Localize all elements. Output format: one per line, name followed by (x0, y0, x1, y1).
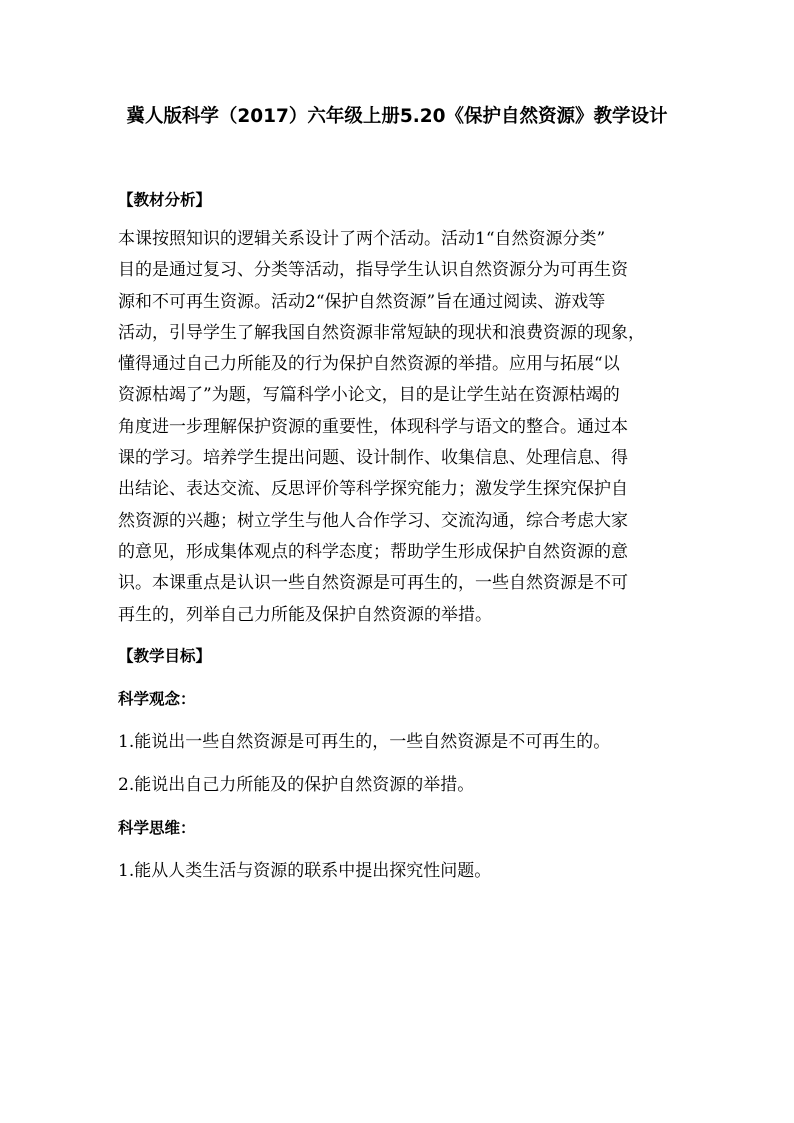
paragraph-line: 再生的，列举自己力所能及保护自然资源的举措。 (118, 604, 492, 625)
paragraph-line: 课的学习。培养学生提出问题、设计制作、收集信息、处理信息、得 (118, 448, 628, 469)
paragraph-line: 目的是通过复习、分类等活动，指导学生认识自然资源分为可再生资 (118, 260, 628, 281)
analysis-paragraph (118, 224, 686, 631)
goal-item: 2.能说出自己力所能及的保护自然资源的举措。 (118, 774, 475, 795)
paragraph-line: 识。本课重点是认识一些自然资源是可再生的，一些自然资源是不可 (118, 573, 628, 594)
subsection-heading-concept: 科学观念： (118, 689, 196, 708)
paragraph-line: 活动，引导学生了解我国自然资源非常短缺的现状和浪费资源的现象， (118, 322, 645, 343)
subsection-heading-thinking: 科学思维： (118, 818, 196, 837)
goal-item: 1.能从人类生活与资源的联系中提出探究性问题。 (118, 860, 492, 881)
paragraph-line: 出结论、表达交流、反思评价等科学探究能力；激发学生探究保护自 (118, 479, 628, 500)
paragraph-line: 本课按照知识的逻辑关系设计了两个活动。活动1“自然资源分类” (118, 229, 606, 249)
section-heading-goals: 【教学目标】 (118, 646, 212, 665)
paragraph-line: 资源枯竭了”为题，写篇科学小论文，目的是让学生站在资源枯竭的 (118, 385, 620, 406)
document-title: 冀人版科学（2017）六年级上册5.20《保护自然资源》教学设计 (126, 106, 668, 127)
goal-item: 1.能说出一些自然资源是可再生的，一些自然资源是不可再生的。 (118, 731, 611, 752)
paragraph-line: 然资源的兴趣；树立学生与他人合作学习、交流沟通，综合考虑大家 (118, 510, 628, 531)
paragraph-line: 懂得通过自己力所能及的行为保护自然资源的举措。应用与拓展“以 (118, 354, 620, 375)
document-body (118, 186, 686, 886)
section-heading-analysis: 【教材分析】 (118, 191, 212, 209)
paragraph-line: 的意见，形成集体观点的科学态度；帮助学生形成保护自然资源的意 (118, 541, 628, 562)
paragraph-line: 源和不可再生资源。活动2“保护自然资源”旨在通过阅读、游戏等 (118, 291, 606, 312)
paragraph-line: 角度进一步理解保护资源的重要性，体现科学与语文的整合。通过本 (118, 416, 628, 437)
